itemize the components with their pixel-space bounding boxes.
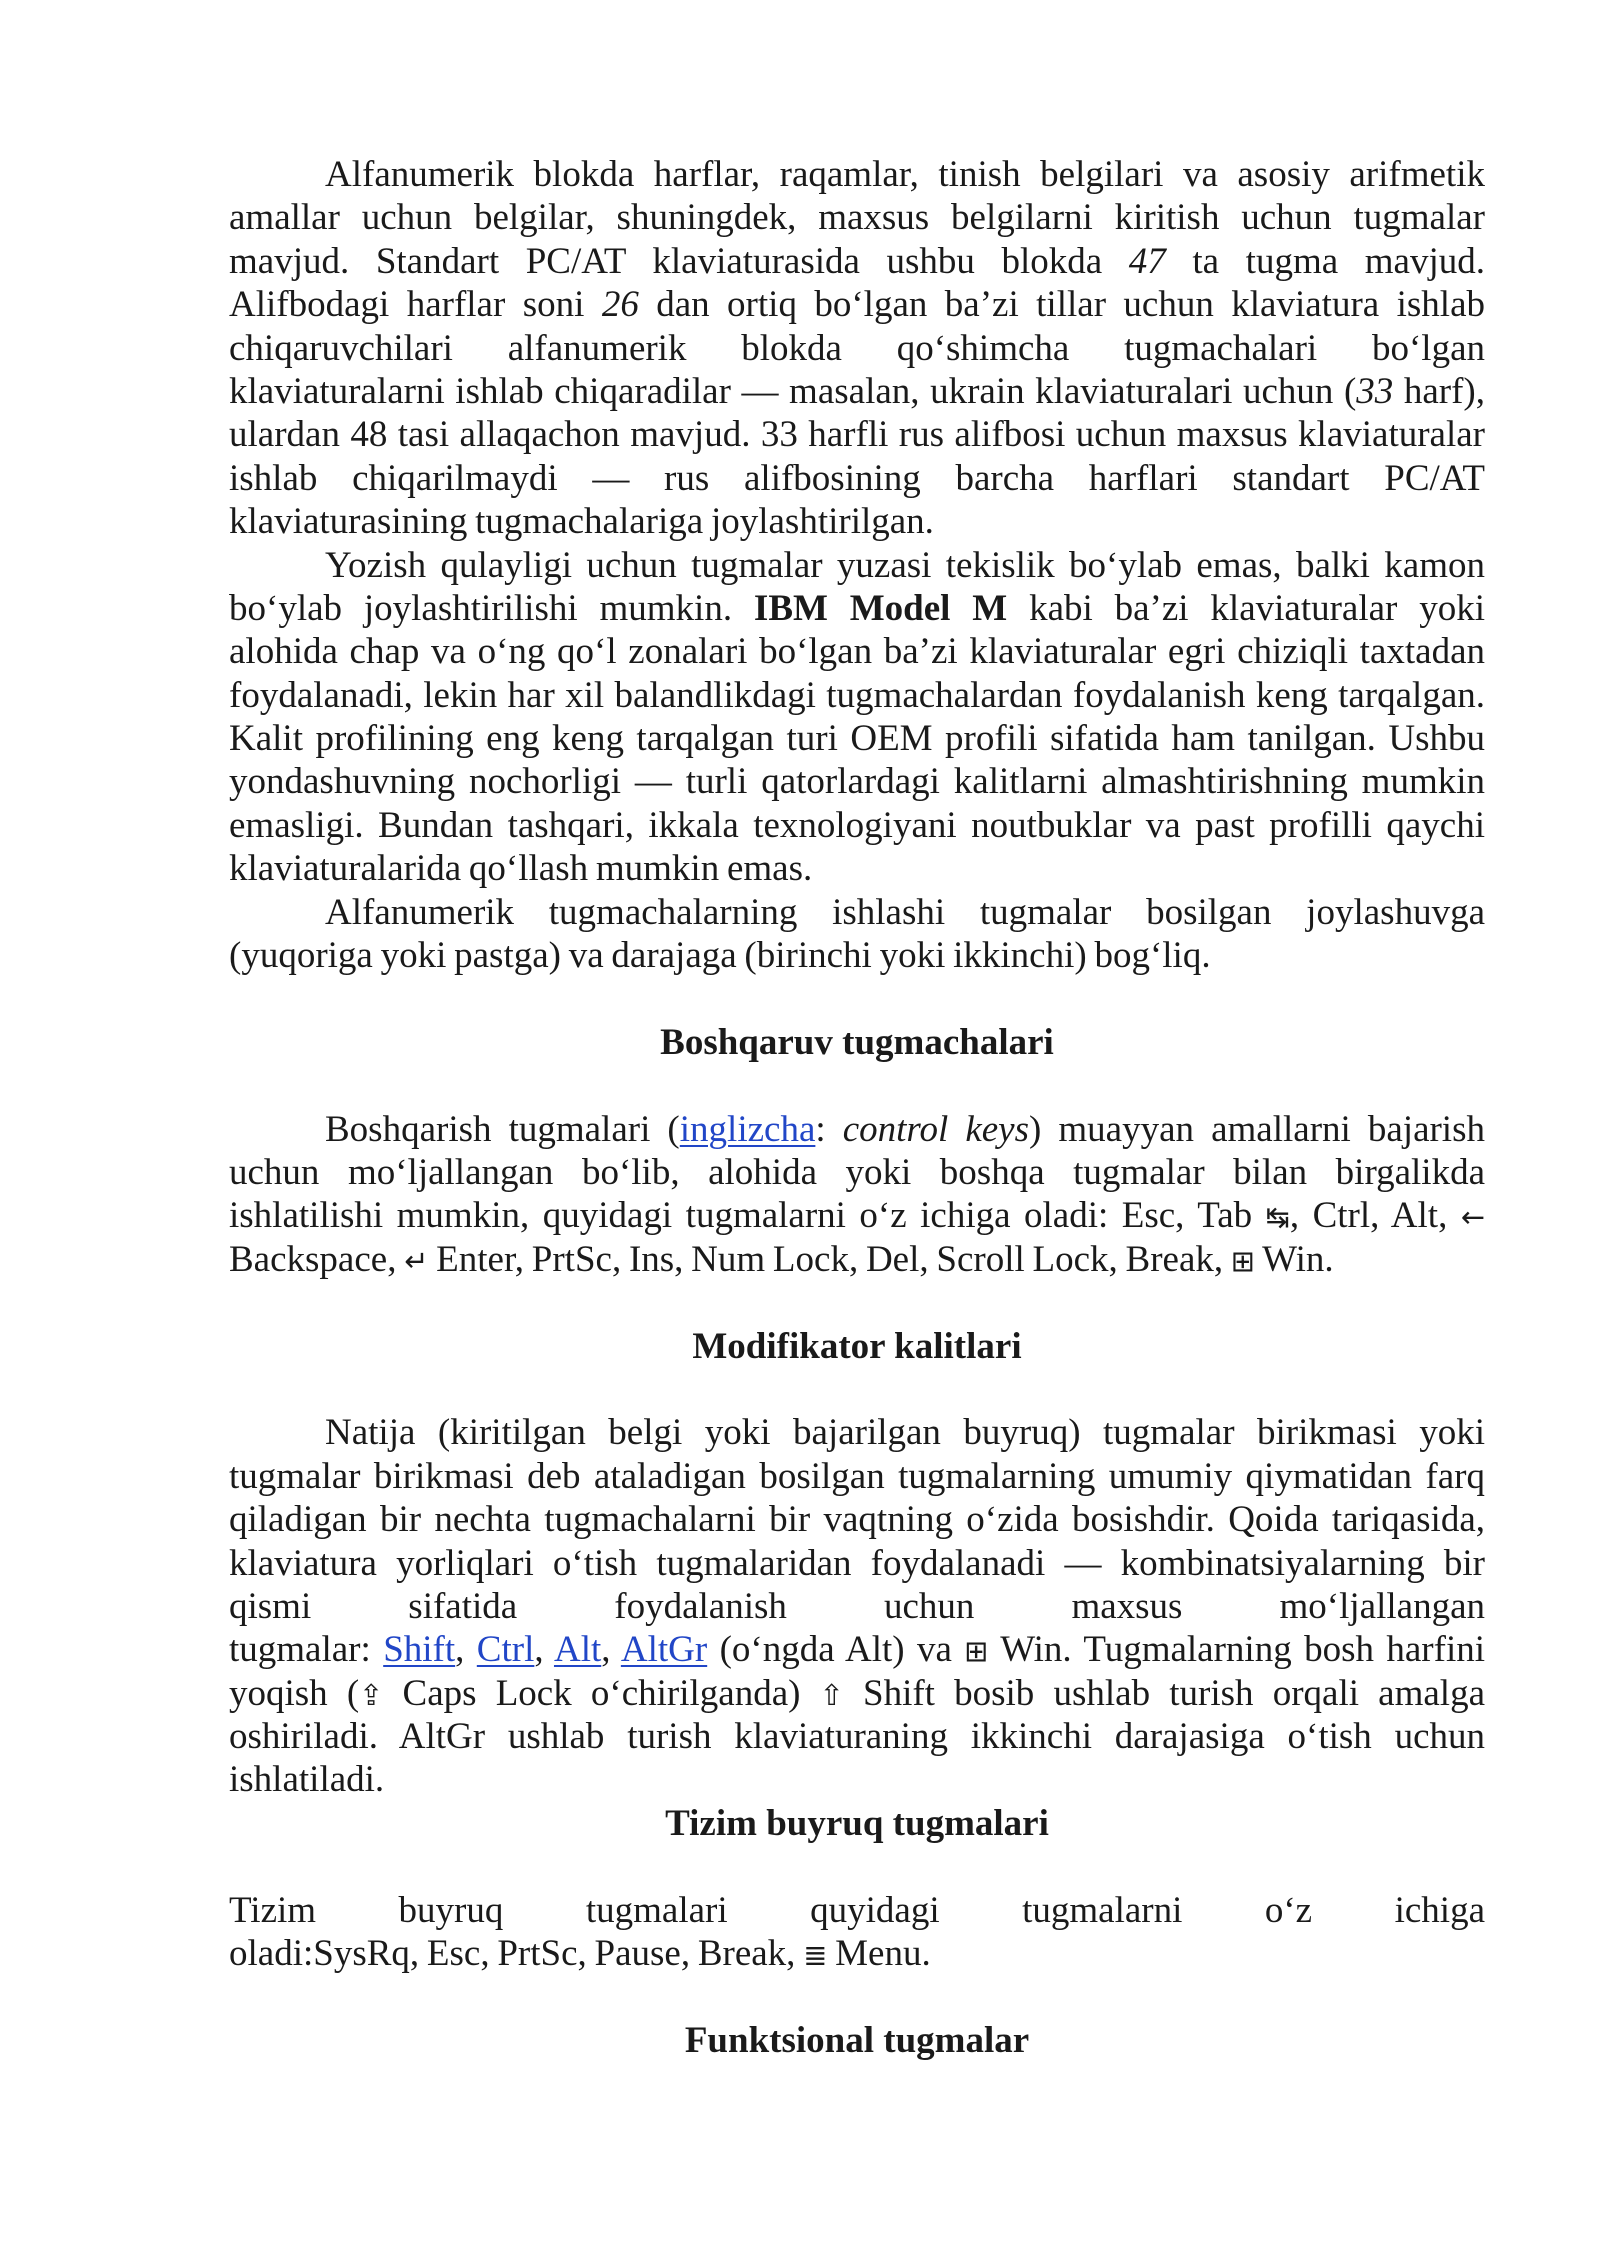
text-run: klaviaturasining tugmachalariga joylashtirilgan. [229, 501, 934, 543]
link-alt[interactable]: Alt [553, 1629, 602, 1671]
text-run: Boshqarish tugmalari ( [325, 1108, 680, 1150]
text-run: : [815, 1108, 843, 1150]
text-line [229, 1672, 1485, 1715]
text-run: alohida chap va o‘ng qo‘l zonalari bo‘lgan ba’zi klaviaturalar egri chiziqli taxtadan [229, 631, 1485, 673]
link-inglizcha[interactable]: inglizcha [679, 1108, 816, 1150]
text-line [229, 327, 1485, 370]
text-run: Kalit profilining eng keng tarqalgan turi OEM profili sifatida ham tanilgan. Ushbu [229, 718, 1485, 760]
text-run: oshiriladi. AltGr ushlab turish klaviaturaning ikkinchi darajasiga o‘tish uchun [229, 1716, 1485, 1758]
bold-text: IBM Model M [753, 587, 1008, 629]
text-run: Menu. [827, 1933, 931, 1975]
text-run: klaviatura yorliqlari o‘tish tugmalaridan foydalanadi — kombinatsiyalarning bir [229, 1542, 1485, 1584]
text-run: (o‘ngda Alt) va [707, 1629, 965, 1671]
section-heading: Modifikator kalitlari [692, 1325, 1022, 1367]
text-line [229, 674, 1485, 717]
text-line [229, 760, 1485, 803]
text-line [229, 804, 1485, 847]
text-run: uchun mo‘ljallangan bo‘lib, alohida yoki boshqa tugmalar bilan birgalikda [229, 1151, 1485, 1193]
shift-icon: ⇧ [819, 1677, 844, 1712]
text-run: , [601, 1629, 621, 1671]
link-altgr[interactable]: AltGr [620, 1629, 708, 1671]
text-line [229, 891, 1485, 934]
paragraph [229, 891, 1485, 978]
text-run: Enter, PrtSc, Ins, Num Lock, Del, Scroll Lock, Break, [428, 1238, 1231, 1280]
text-line [229, 1455, 1485, 1498]
text-run: dan ortiq bo‘lgan ba’zi tillar uchun klaviatura ishlab [638, 284, 1485, 326]
text-line [229, 240, 1485, 283]
text-run: klaviaturalarni ishlab chiqaradilar — masalan, ukrain klaviaturalari uchun ( [229, 370, 1357, 412]
text-line [229, 1108, 1485, 1151]
link-ctrl[interactable]: Ctrl [476, 1629, 535, 1671]
text-run: ulardan 48 tasi allaqachon mavjud. 33 harfli rus alifbosi uchun maxsus klaviaturalar [229, 414, 1485, 456]
text-run: Tizim buyruq tugmalari quyidagi tugmalarni o‘z ichiga [229, 1889, 1485, 1931]
text-run: harf), [1393, 370, 1485, 412]
text-line [229, 283, 1485, 326]
menu-key-icon: ≣ [803, 1938, 828, 1973]
italic-text: 47 [1128, 240, 1166, 282]
text-line [229, 1715, 1485, 1758]
text-line [229, 1585, 1485, 1628]
text-line [229, 1628, 1485, 1671]
text-run: chiqaruvchilari alfanumerik blokda qo‘shimcha tugmachalari bo‘lgan [229, 327, 1485, 369]
text-run: foydalanadi, lekin har xil balandlikdagi tugmachalardan foydalanish keng tarqalgan. [229, 674, 1485, 716]
section-heading: Funktsional tugmalar [684, 2019, 1030, 2061]
document-body [229, 153, 1485, 2062]
text-run: Shift bosib ushlab turish orqali amalga [843, 1672, 1485, 1714]
tab-key-icon: ↹ [1265, 1200, 1290, 1235]
text-line [229, 934, 1485, 977]
windows-key-icon: ⊞ [964, 1634, 989, 1669]
text-run: ishlatilishi mumkin, quyidagi tugmalarni o‘z ichiga oladi: Esc, Tab [229, 1195, 1266, 1237]
text-run: ishlab chiqarilmaydi — rus alifbosining barcha harflari standart PC/AT [229, 457, 1485, 499]
text-run: , Ctrl, Alt, [1289, 1195, 1461, 1237]
text-run: mavjud. Standart PC/AT klaviaturasida ushbu blokda [229, 240, 1129, 282]
text-run: (yuqoriga yoki pastga) va darajaga (birinchi yoki ikkinchi) bog‘liq. [229, 935, 1211, 977]
text-run: oladi:SysRq, Esc, PrtSc, Pause, Break, [229, 1933, 804, 1975]
text-run: , [534, 1629, 554, 1671]
paragraph [229, 1108, 1485, 1282]
link-shift[interactable]: Shift [383, 1629, 456, 1671]
text-run: klaviaturalarida qo‘llash mumkin emas. [229, 848, 813, 890]
text-run: emasligi. Bundan tashqari, ikkala texnologiyani noutbuklar va past profilli qaychi [229, 804, 1485, 846]
text-run: Alfanumerik blokda harflar, raqamlar, tinish belgilari va asosiy arifmetik [325, 154, 1485, 195]
text-line [229, 1411, 1485, 1454]
text-line [229, 1889, 1485, 1932]
text-line [229, 1498, 1485, 1541]
text-run: Alfanumerik tugmachalarning ishlashi tugmalar bosilgan joylashuvga [325, 891, 1485, 933]
paragraph [229, 1411, 1485, 1802]
italic-text: 33 [1356, 370, 1394, 412]
text-line [229, 1542, 1485, 1585]
text-run: Alifbodagi harflar soni [229, 284, 602, 326]
backspace-arrow-icon: ← [1460, 1200, 1485, 1235]
section-heading: Tizim buyruq tugmalari [665, 1802, 1049, 1844]
text-line [229, 413, 1485, 456]
paragraph [229, 544, 1485, 891]
text-run: tugmalar: [229, 1629, 384, 1671]
text-run: , [455, 1629, 477, 1671]
text-run: Win. Tugmalarning bosh harfini [988, 1629, 1486, 1671]
text-line [229, 847, 1485, 890]
enter-key-icon: ↵ [404, 1243, 429, 1278]
text-run: amallar uchun belgilar, shuningdek, maxsus belgilarni kiritish uchun tugmalar [229, 197, 1485, 239]
section-heading: Boshqaruv tugmachalari [660, 1021, 1054, 1063]
text-run: Yozish qulayligi uchun tugmalar yuzasi tekislik bo‘ylab emas, balki kamon [325, 544, 1485, 586]
text-run: qismi sifatida foydalanish uchun maxsus mo‘ljallangan [229, 1585, 1485, 1627]
paragraph [229, 153, 1485, 544]
text-run: yoqish ( [229, 1672, 360, 1714]
text-line [229, 457, 1485, 500]
text-line [229, 1758, 1485, 1801]
text-run: ishlatiladi. [229, 1759, 385, 1801]
text-run: yondashuvning nochorligi — turli qatorlardagi kalitlarni almashtirishning mumkin [229, 761, 1485, 803]
text-run: Caps Lock o‘chirilganda) [383, 1672, 820, 1714]
italic-text: 26 [601, 284, 639, 326]
text-line [229, 1151, 1485, 1194]
text-run: Win. [1255, 1238, 1334, 1280]
text-run: Backspace, [229, 1238, 405, 1280]
text-line [229, 196, 1485, 239]
text-run: Natija (kiritilgan belgi yoki bajarilgan buyruq) tugmalar birikmasi yoki [325, 1412, 1485, 1454]
text-line [229, 544, 1485, 587]
text-line [229, 630, 1485, 673]
caps-lock-icon: ⇪ [359, 1677, 384, 1712]
paragraph [229, 1889, 1485, 1976]
text-run: bo‘ylab joylashtirilishi mumkin. [229, 587, 754, 629]
text-run: qiladigan bir nechta tugmachalarni bir vaqtning o‘zida bosishdir. Qoida tariqasida, [229, 1499, 1485, 1541]
text-run: kabi ba’zi klaviaturalar yoki [1007, 587, 1485, 629]
text-run: tugmalar birikmasi deb ataladigan bosilgan tugmalarning umumiy qiymatidan farq [229, 1455, 1485, 1497]
text-line [229, 1932, 1485, 1975]
windows-key-icon: ⊞ [1230, 1243, 1256, 1278]
text-line [229, 587, 1485, 630]
text-run: ) muayyan amallarni bajarish [1028, 1108, 1485, 1150]
text-line [229, 1238, 1485, 1281]
text-line [229, 370, 1485, 413]
text-line [229, 1194, 1485, 1237]
text-run: ta tugma mavjud. [1165, 240, 1485, 282]
italic-text: control keys [842, 1108, 1029, 1150]
text-line [229, 153, 1485, 196]
text-line [229, 500, 1485, 543]
text-line [229, 717, 1485, 760]
